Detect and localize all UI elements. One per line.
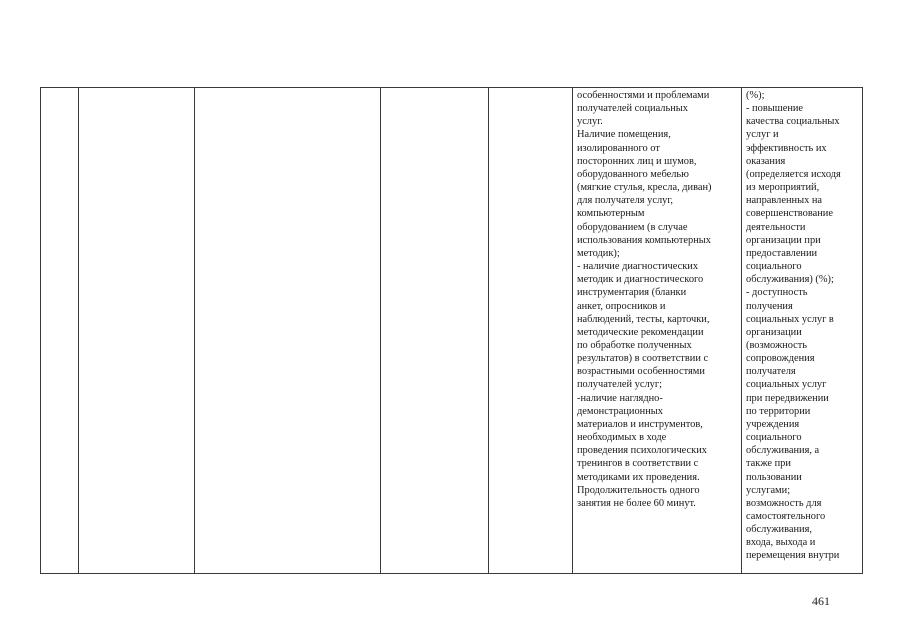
page-number: 461 — [812, 594, 830, 608]
text-line: (определяется исходя — [746, 168, 841, 180]
table-cell-col1 — [41, 88, 79, 574]
text-line: -наличие наглядно- — [577, 392, 663, 404]
text-line: - наличие диагностических — [577, 261, 699, 273]
text-line: особенностями и проблемами — [577, 90, 710, 101]
text-line: услуг. — [577, 116, 603, 128]
text-line: социального — [746, 432, 802, 444]
text-line: занятия не более 60 минут. — [577, 497, 696, 509]
text-line: материалов и инструментов, — [577, 418, 703, 430]
text-line: использования компьютерных — [577, 234, 711, 246]
text-line: услуг и — [746, 129, 779, 141]
text-line: качества социальных — [746, 116, 840, 128]
text-line: также при — [746, 458, 791, 470]
table-cell-col2 — [79, 88, 195, 574]
table-cell-col4 — [381, 88, 489, 574]
text-line: необходимых в ходе — [577, 432, 667, 444]
text-line: Наличие помещения, — [577, 129, 671, 141]
text-line: получателя — [746, 366, 796, 378]
text-line: результатов) в соответствии с — [577, 353, 709, 365]
table-cell-col5 — [489, 88, 573, 574]
text-line: при передвижении — [746, 392, 829, 404]
text-line: наблюдений, тесты, карточки, — [577, 313, 710, 325]
text-line: услугами; — [746, 484, 791, 496]
table-cell-col3 — [195, 88, 381, 574]
text-line: направленных на — [746, 195, 823, 207]
text-line: социального — [746, 261, 802, 273]
text-line: социальных услуг — [746, 379, 827, 391]
text-line: учреждения — [746, 418, 800, 430]
text-line: по территории — [746, 405, 811, 417]
text-line: пользовании — [746, 471, 802, 483]
text-line: тренингов в соответствии с — [577, 458, 699, 470]
text-line: методик); — [577, 247, 620, 259]
text-line: возможность для — [746, 497, 822, 509]
text-line: изолированного от — [577, 142, 660, 154]
text-line: (возможность — [746, 339, 808, 351]
text-line: демонстрационных — [577, 405, 663, 417]
text-line: обслуживания, — [746, 524, 812, 536]
text-line: деятельности — [746, 221, 806, 233]
text-line: организации при — [746, 234, 821, 246]
text-line: оказания — [746, 155, 786, 167]
text-line: методические рекомендации — [577, 326, 704, 338]
text-line: сопровождения — [746, 353, 815, 365]
text-line: получения — [746, 300, 793, 312]
text-line: социальных услуг в — [746, 313, 834, 325]
text-line: оборудованием (в случае — [577, 221, 688, 233]
text-line: Продолжительность одного — [577, 484, 700, 496]
text-line: по обработке полученных — [577, 339, 692, 351]
text-line: организации — [746, 326, 802, 338]
text-line: эффективность их — [746, 142, 827, 154]
text-line: обслуживания, а — [746, 445, 820, 457]
text-line: методик и диагностического — [577, 274, 704, 286]
table-cell-conditions — [573, 88, 742, 574]
text-line: получателей услуг; — [577, 379, 663, 391]
conditions-text — [573, 88, 741, 510]
text-line: совершенствование — [746, 208, 833, 220]
text-line: получателей социальных — [577, 103, 688, 115]
indicators-text — [742, 88, 862, 563]
text-line: самостоятельного — [746, 511, 826, 522]
text-line: входа, выхода и — [746, 537, 816, 549]
text-line: обслуживания) (%); — [746, 274, 834, 286]
text-line: предоставлении — [746, 247, 818, 259]
text-line: перемещения внутри — [746, 550, 840, 562]
text-line: оборудованного мебелью — [577, 168, 689, 180]
text-line: методиками их проведения. — [577, 471, 700, 483]
text-line: анкет, опросников и — [577, 300, 666, 312]
table-row — [41, 88, 863, 574]
services-table — [40, 87, 863, 574]
text-line: компьютерным — [577, 208, 645, 220]
table-cell-indicators — [742, 88, 863, 574]
text-line: посторонних лиц и шумов, — [577, 155, 697, 167]
text-line: - доступность — [746, 287, 808, 299]
text-line: проведения психологических — [577, 445, 707, 457]
text-line: - повышение — [746, 103, 804, 115]
text-line: (%); — [746, 90, 765, 101]
text-line: инструментария (бланки — [577, 287, 687, 299]
text-line: из мероприятий, — [746, 182, 820, 194]
text-line: для получателя услуг, — [577, 195, 674, 207]
text-line: (мягкие стулья, кресла, диван) — [577, 182, 712, 194]
text-line: возрастными особенностями — [577, 366, 705, 378]
